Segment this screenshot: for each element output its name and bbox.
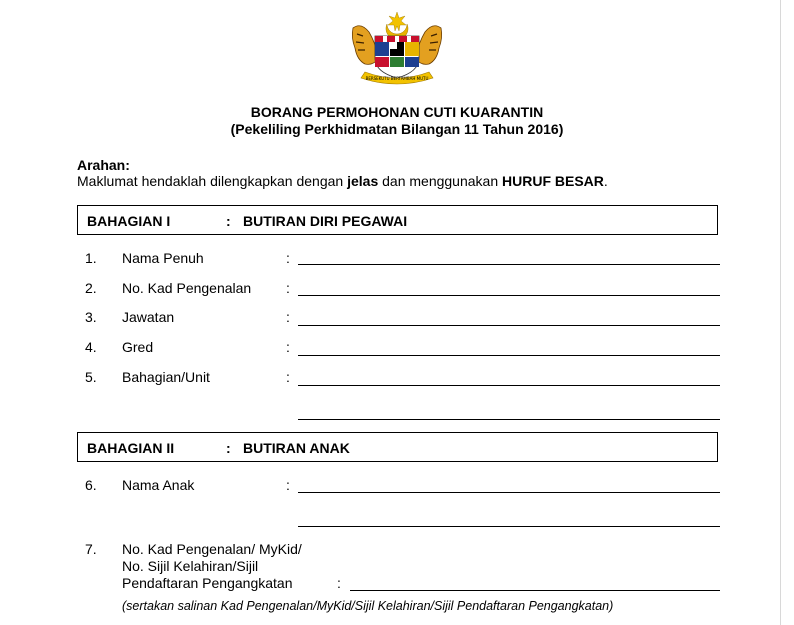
field-number: 5. xyxy=(85,369,97,385)
field-label-line-3: Pendaftaran Pengangkatan xyxy=(122,575,293,591)
field-row-jawatan xyxy=(0,309,794,329)
field-colon: : xyxy=(286,309,290,325)
field-row-no-kad-pengenalan xyxy=(0,280,794,300)
field-number: 1. xyxy=(85,250,97,266)
no-kad-mykid-input-line[interactable] xyxy=(350,590,720,591)
field-label: Jawatan xyxy=(122,309,175,325)
field-colon: : xyxy=(286,369,290,385)
field-number: 3. xyxy=(85,309,97,325)
section-title: BUTIRAN ANAK xyxy=(243,440,350,456)
field-label: Nama Penuh xyxy=(122,250,204,266)
emphasis-jelas: jelas xyxy=(347,173,379,189)
no-kad-pengenalan-input-line[interactable] xyxy=(298,295,720,296)
field-number: 2. xyxy=(85,280,97,296)
field-colon: : xyxy=(286,250,290,266)
field-label-line-1: No. Kad Pengenalan/ MyKid/ xyxy=(122,541,302,557)
instructions-text: Maklumat hendaklah dilengkapkan dengan jelas dan menggunakan HURUF BESAR. xyxy=(77,173,608,189)
section-header-bahagian-2 xyxy=(77,432,718,462)
field-colon: : xyxy=(337,575,341,591)
form-subtitle: (Pekeliling Perkhidmatan Bilangan 11 Tahun 2016) xyxy=(230,121,564,137)
nama-anak-input-line-2[interactable] xyxy=(298,526,720,527)
section-colon: : xyxy=(226,440,231,456)
field-row-nama-anak xyxy=(0,477,794,497)
field-label: Nama Anak xyxy=(122,477,195,493)
emphasis-huruf-besar: HURUF BESAR xyxy=(502,173,604,189)
bahagian-unit-input-line[interactable] xyxy=(298,385,720,386)
field-label: Bahagian/Unit xyxy=(122,369,210,385)
field-colon: : xyxy=(286,280,290,296)
form-title: BORANG PERMOHONAN CUTI KUARANTIN xyxy=(250,104,544,120)
instructions-heading: Arahan: xyxy=(77,157,130,173)
field-row-bahagian-unit xyxy=(0,369,794,389)
section-title: BUTIRAN DIRI PEGAWAI xyxy=(243,213,408,229)
section-label: BAHAGIAN II xyxy=(87,440,175,456)
attachment-note: (sertakan salinan Kad Pengenalan/MyKid/Sijil Kelahiran/Sijil Pendaftaran Pengangkatan) xyxy=(122,599,614,613)
field-number: 7. xyxy=(85,541,97,557)
bahagian-unit-input-line-2[interactable] xyxy=(298,419,720,420)
section-label: BAHAGIAN I xyxy=(87,213,171,229)
field-colon: : xyxy=(286,477,290,493)
svg-text:BERSEKUTU BERTAMBAH MUTU: BERSEKUTU BERTAMBAH MUTU xyxy=(365,76,429,81)
field-row-gred xyxy=(0,339,794,359)
nama-anak-input-line[interactable] xyxy=(298,492,720,493)
field-colon: : xyxy=(286,339,290,355)
gred-input-line[interactable] xyxy=(298,355,720,356)
field-row-no-kad-mykid xyxy=(0,541,794,595)
field-number: 4. xyxy=(85,339,97,355)
nama-penuh-input-line[interactable] xyxy=(298,264,720,265)
field-row-nama-penuh xyxy=(0,250,794,270)
field-label: No. Kad Pengenalan xyxy=(122,280,252,296)
field-label: Gred xyxy=(122,339,154,355)
section-header-bahagian-1 xyxy=(77,205,718,235)
field-label-line-2: No. Sijil Kelahiran/Sijil xyxy=(122,558,259,574)
jawatan-input-line[interactable] xyxy=(298,325,720,326)
section-colon: : xyxy=(226,213,231,229)
coat-of-arms-emblem xyxy=(343,10,451,90)
field-number: 6. xyxy=(85,477,97,493)
